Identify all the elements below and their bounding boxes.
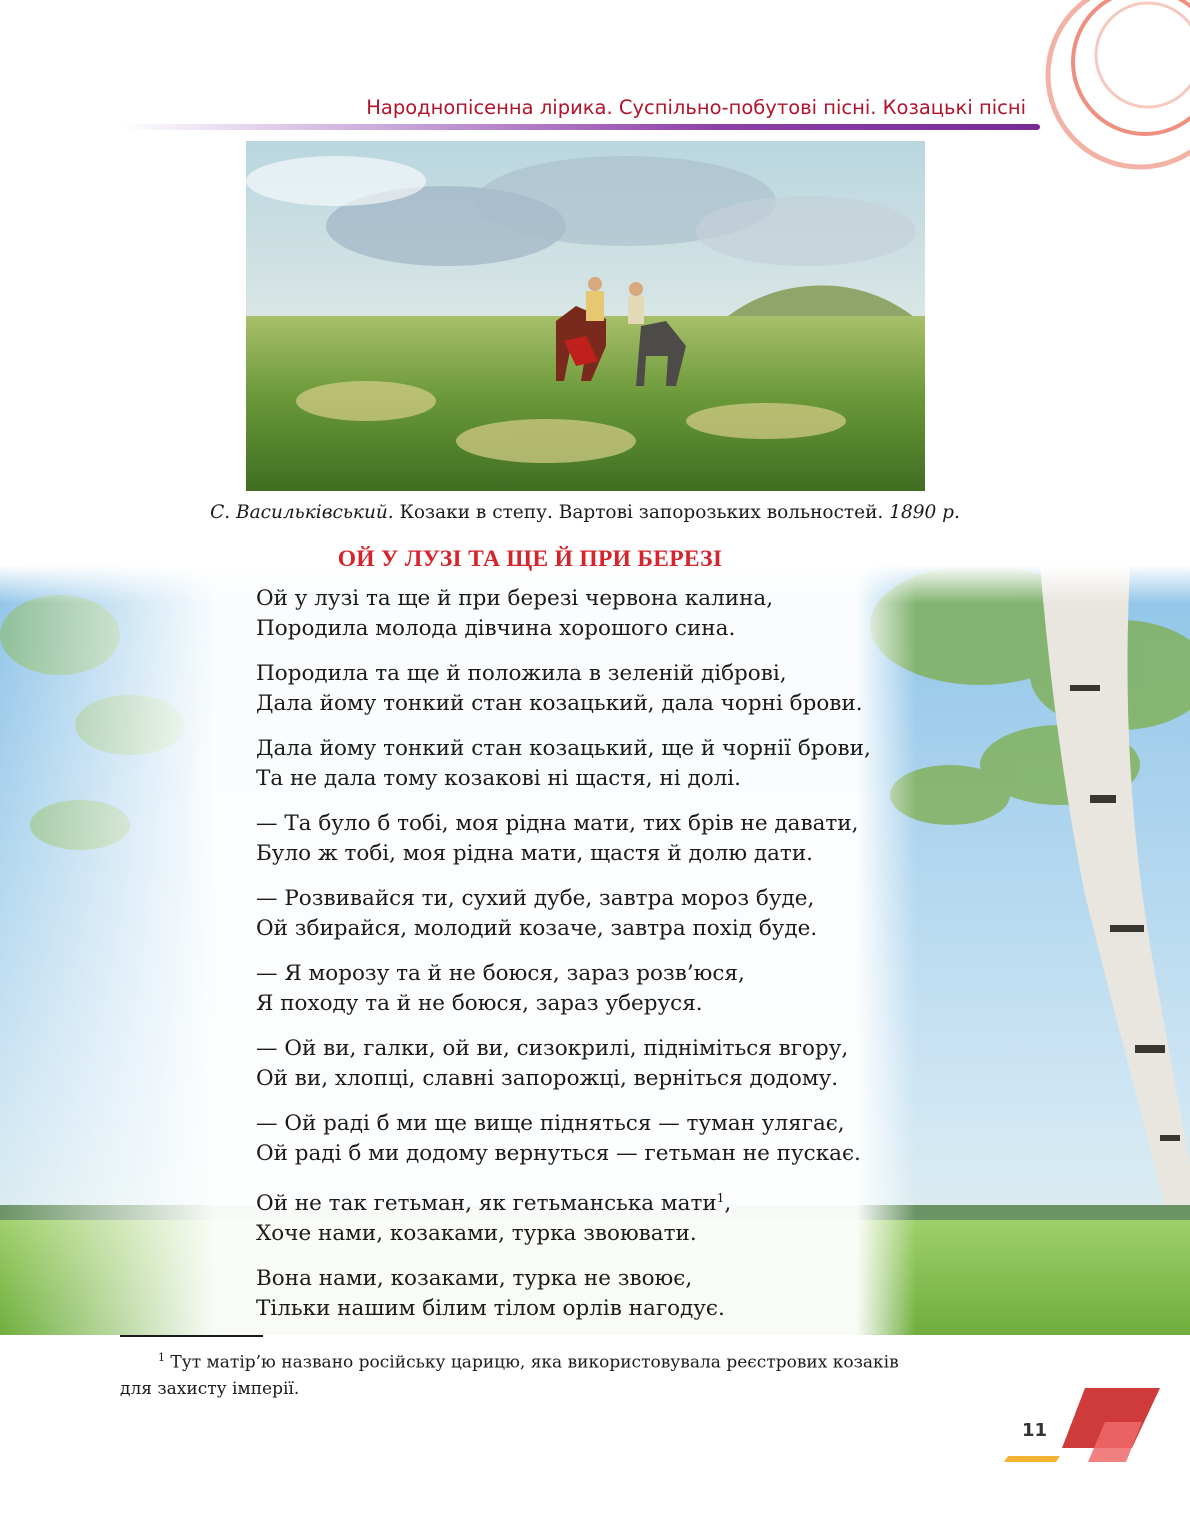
poem-line: Породила та ще й положила в зеленій діброві, [256,661,787,686]
poem-line: Ой раді б ми додому вернуться — гетьман не пускає. [256,1140,861,1166]
poem-line: Я походу та й не боюся, зараз уберуся. [256,990,703,1016]
page-number: 11 [1022,1420,1048,1441]
stanza [256,809,1016,868]
stanza [256,959,1016,1018]
footnote-rule [120,1335,263,1337]
poem-title: ОЙ У ЛУЗІ ТА ЩЕ Й ПРИ БЕРЕЗІ [337,546,723,572]
caption-author: С. Васильківський. [210,502,394,523]
caption-year: 1890 р. [889,502,960,523]
poem-line: — Я морозу та й не боюся, зараз розв’юся, [256,961,745,986]
footnote-line [120,1345,1070,1376]
caption-title: Козаки в степу. Вартові запорозьких вольностей. [399,502,884,523]
header-rule [120,124,1040,130]
poem-line: — Ой ви, галки, ой ви, сизокрилі, підніміться вгору, [256,1036,849,1061]
poem-line: Ой у лузі та ще й при березі червона калина, [256,586,774,611]
stanza [256,1264,1016,1323]
poem-line: Та не дала тому козакові ні щастя, ні долі. [256,765,742,791]
footnote-mark: 1 [158,1351,165,1364]
section-header-title: Народнопісенна лірика. Суспільно-побутові пісні. Козацькі пісні [366,96,1026,119]
poem-line: — Та було б тобі, моя рідна мати, тих брів не давати, [256,811,859,836]
poem-line: — Ой раді б ми ще вище підняться — туман улягає, [256,1111,845,1136]
poem-line: Ой збирайся, молодий козаче, завтра похід буде. [256,915,818,941]
decorative-circles [1020,0,1190,180]
poem-line: Ой ви, хлопці, славні запорожці, верніться додому. [256,1065,839,1091]
poem-line: Тільки нашим білим тілом орлів нагодує. [256,1295,725,1321]
stanza [256,1034,1016,1093]
poem-line: Дала йому тонкий стан козацький, дала чорні брови. [256,690,863,716]
poem-line: Було ж тобі, моя рідна мати, щастя й долю дати. [256,840,813,866]
stanza [256,884,1016,943]
poem-line: — Розвивайся ти, сухий дубе, завтра мороз буде, [256,886,815,911]
footnote-text: Тут матір’ю названо російську царицю, яка використовувала реєстрових козаків [170,1352,899,1373]
poem-line: Хоче нами, козаками, турка звоювати. [256,1220,697,1246]
stanza [256,1184,1016,1248]
stanza [256,1109,1016,1168]
footnote-reference: 1 [716,1191,725,1205]
cossacks-painting [246,141,925,491]
poem-line [256,1184,1016,1219]
poem-line-comma: , [724,1191,732,1217]
painting-caption [0,502,1170,523]
poem-text [256,584,1016,1339]
poem-line: Породила молода дівчина хорошого сина. [256,615,736,641]
stanza [256,584,1016,643]
poem-line: Вона нами, козаками, турка не звоює, [256,1266,693,1292]
poem-line-text: Ой не так гетьман, як гетьманська мати [256,1191,717,1217]
poem-line: Дала йому тонкий стан козацький, ще й чорнії брови, [256,736,871,761]
footnote-line: для захисту імперії. [120,1378,300,1399]
footnote [120,1345,1070,1402]
stanza [256,659,1016,718]
stanza [256,734,1016,793]
